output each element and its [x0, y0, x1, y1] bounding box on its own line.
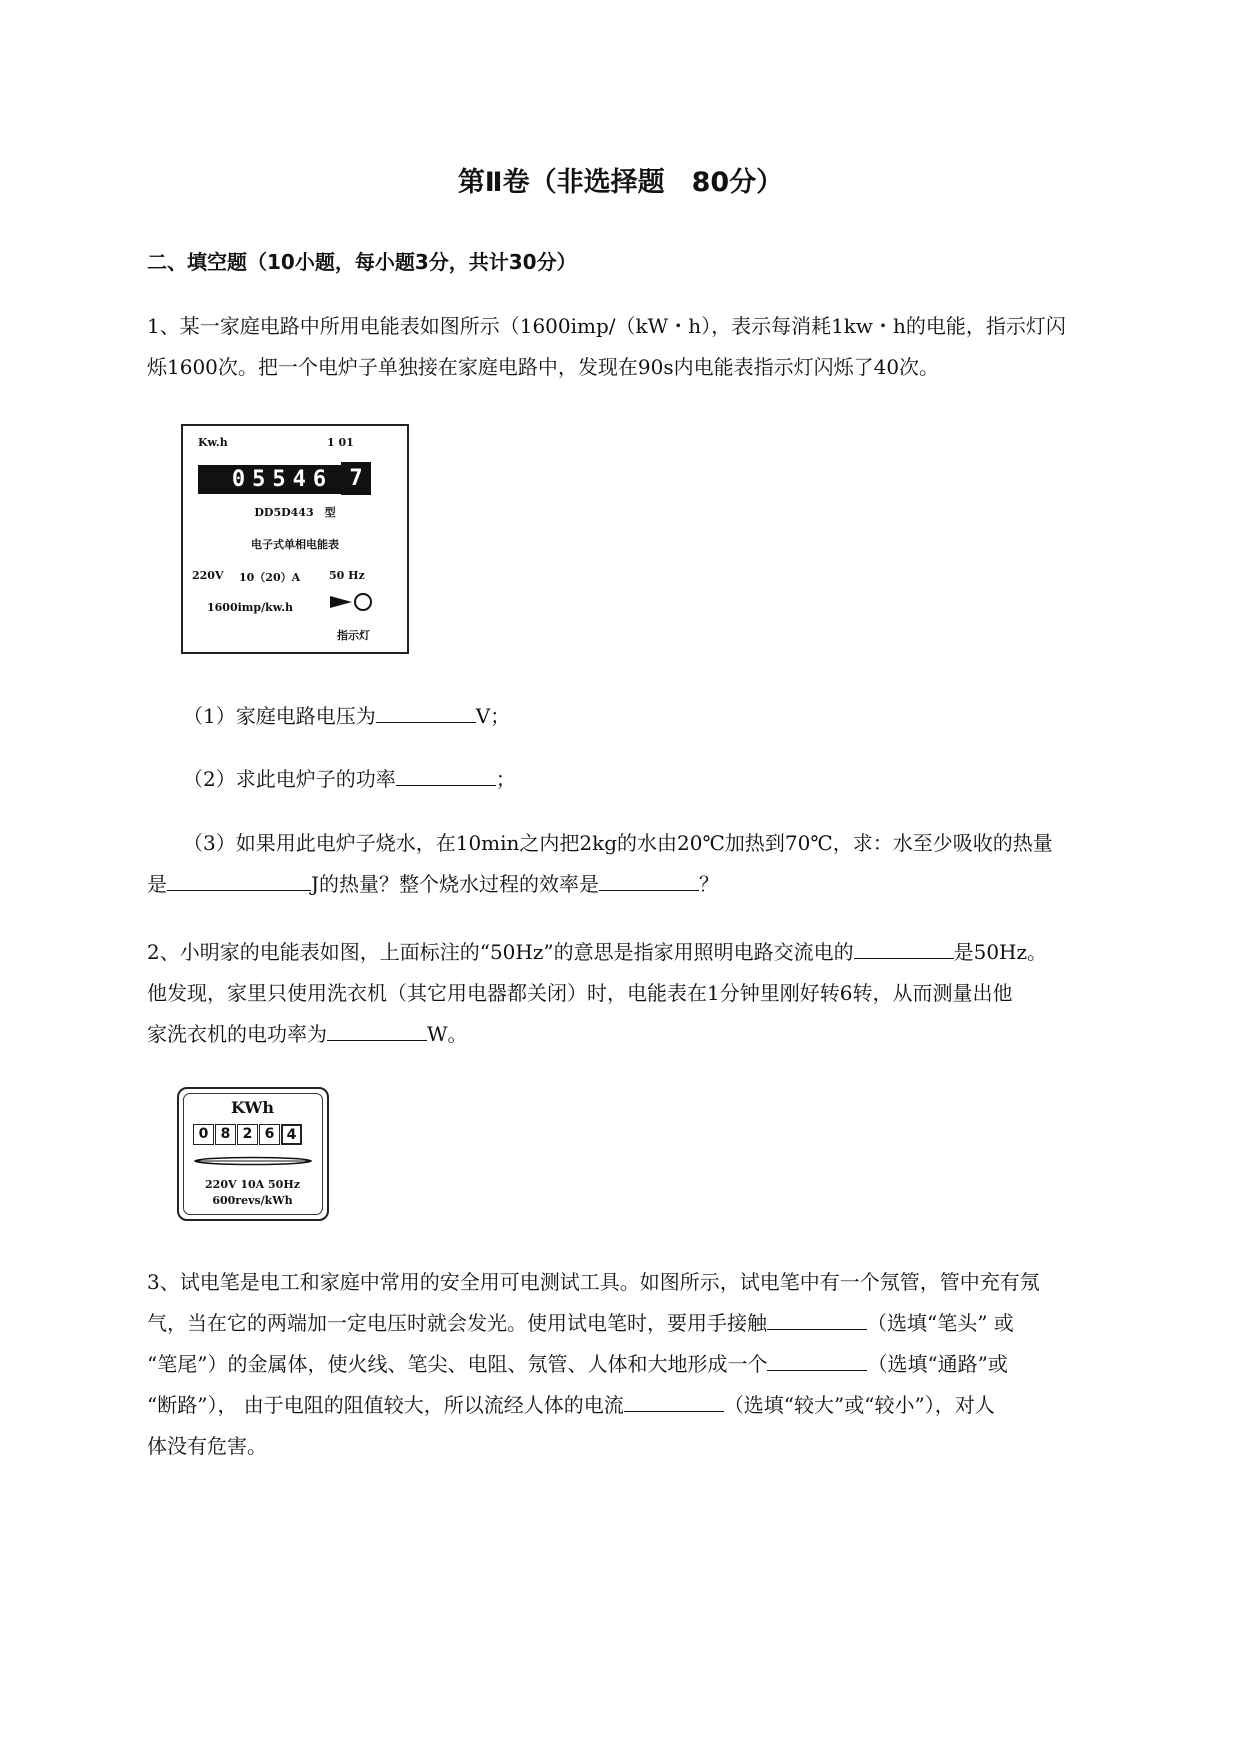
meter-specs: 220V 10A 50Hz — [205, 1178, 300, 1191]
question-3 — [147, 1262, 1157, 1467]
q1-sub1 — [183, 696, 510, 737]
answer-blank[interactable] — [376, 698, 476, 723]
question-1 — [147, 306, 1157, 388]
q3-line3-text-b: （选填“通路”或 — [867, 1352, 1008, 1376]
meter-last-digit: 7 — [341, 462, 371, 495]
electric-meter-figure-1 — [181, 424, 409, 654]
q1-line1: 1、某一家庭电路中所用电能表如图所示（1600imp/（kW・h），表示每消耗1kw・h的电能，指示灯闪 — [147, 314, 1066, 338]
meter-inner-frame — [183, 1093, 323, 1215]
q2-line1-text-a: 2、小明家的电能表如图，上面标注的“50Hz”的意思是指家用照明电路交流电的 — [147, 940, 854, 964]
q1-sub2-text: （2）求此电炉子的功率 — [183, 767, 396, 791]
answer-blank[interactable] — [767, 1346, 867, 1371]
indicator-light-icon — [329, 590, 375, 614]
meter-current: 10（20）A — [239, 571, 301, 584]
answer-blank[interactable] — [396, 761, 496, 786]
answer-blank[interactable] — [327, 1016, 427, 1041]
indicator-label: 指示灯 — [337, 629, 370, 642]
q2-line3 — [147, 1014, 1157, 1055]
meter-digit: 0 — [193, 1124, 214, 1145]
answer-blank[interactable] — [599, 866, 699, 891]
page-title: 第Ⅱ卷（非选择题 80分） — [457, 167, 784, 198]
q1-sub1-text: （1）家庭电路电压为 — [183, 704, 376, 728]
q1-sub3-text-a: 是 — [147, 872, 167, 896]
q1-sub2-end: ； — [495, 767, 516, 791]
meter-top-right: 1 01 — [327, 436, 354, 449]
q2-line3-text-a: 家洗衣机的电功率为 — [147, 1022, 327, 1046]
meter-voltage: 220V — [192, 569, 224, 582]
q1-sub2 — [183, 759, 516, 800]
meter-digit: 2 — [237, 1124, 258, 1145]
answer-blank[interactable] — [624, 1387, 724, 1412]
q2-line2: 他发现，家里只使用洗衣机（其它用电器都关闭）时，电能表在1分钟里刚好转6转，从而测量出他 — [147, 981, 1013, 1005]
meter-name: 电子式单相电能表 — [251, 538, 339, 551]
meter-constant: 1600imp/kw.h — [207, 601, 293, 614]
q3-line2 — [147, 1303, 1157, 1344]
q2-line1-text-b: 是50Hz。 — [953, 940, 1048, 964]
q1-line2: 烁1600次。把一个电炉子单独接在家庭电路中，发现在90s内电能表指示灯闪烁了40次。 — [147, 355, 940, 379]
q3-line4-text-b: （选填“较大”或“较小”），对人 — [723, 1393, 995, 1417]
answer-blank[interactable] — [767, 1305, 867, 1330]
meter-unit: KWh — [231, 1098, 274, 1117]
q2-line3-text-b: W。 — [427, 1022, 468, 1046]
meter-digit: 6 — [259, 1124, 280, 1145]
q3-line3-text-a: “笔尾”）的金属体，使火线、笔尖、电阻、氖管、人体和大地形成一个 — [147, 1352, 768, 1376]
meter-revs: 600revs/kWh — [212, 1194, 293, 1207]
meter-digits: 05546 — [198, 465, 367, 494]
rotating-disc-icon — [192, 1154, 314, 1168]
question-2 — [147, 932, 1157, 1055]
meter-model: DD5D443 型 — [254, 506, 336, 519]
q1-sub3 — [147, 823, 1157, 905]
q1-sub3-line2 — [147, 864, 1157, 905]
meter-unit: Kw.h — [198, 436, 228, 449]
q1-sub3-text-b: J的热量？整个烧水过程的效率是 — [311, 872, 600, 896]
q3-line3 — [147, 1344, 1157, 1385]
q3-line1: 3、试电笔是电工和家庭中常用的安全用可电测试工具。如图所示，试电笔中有一个氖管，管中充有氖 — [147, 1270, 1040, 1294]
q2-line1 — [147, 932, 1157, 973]
q1-sub3-line1: （3）如果用此电炉子烧水，在10min之内把2kg的水由20℃加热到70℃，求：水至少吸收的热量 — [183, 831, 1053, 855]
meter-digit: 4 — [281, 1124, 302, 1145]
meter-frequency: 50 Hz — [329, 569, 365, 582]
q3-line4-text-a: “断路”）， 由于电阻的阻值较大，所以流经人体的电流 — [147, 1393, 624, 1417]
q3-line2-text-b: （选填“笔头” 或 — [867, 1311, 1014, 1335]
answer-blank[interactable] — [854, 934, 954, 959]
electric-meter-figure-2 — [177, 1087, 329, 1221]
q3-line2-text-a: 气，当在它的两端加一定电压时就会发光。使用试电笔时，要用手接触 — [147, 1311, 767, 1335]
q1-sub3-text-c: ？ — [699, 872, 720, 896]
meter-digits — [193, 1124, 303, 1145]
section-heading: 二、填空题（10小题，每小题3分，共计30分） — [147, 250, 577, 274]
answer-blank[interactable] — [167, 866, 311, 891]
q1-sub1-unit: V； — [475, 704, 511, 728]
q3-line4 — [147, 1385, 1157, 1426]
meter-digit: 8 — [215, 1124, 236, 1145]
q3-line5: 体没有危害。 — [147, 1434, 267, 1458]
